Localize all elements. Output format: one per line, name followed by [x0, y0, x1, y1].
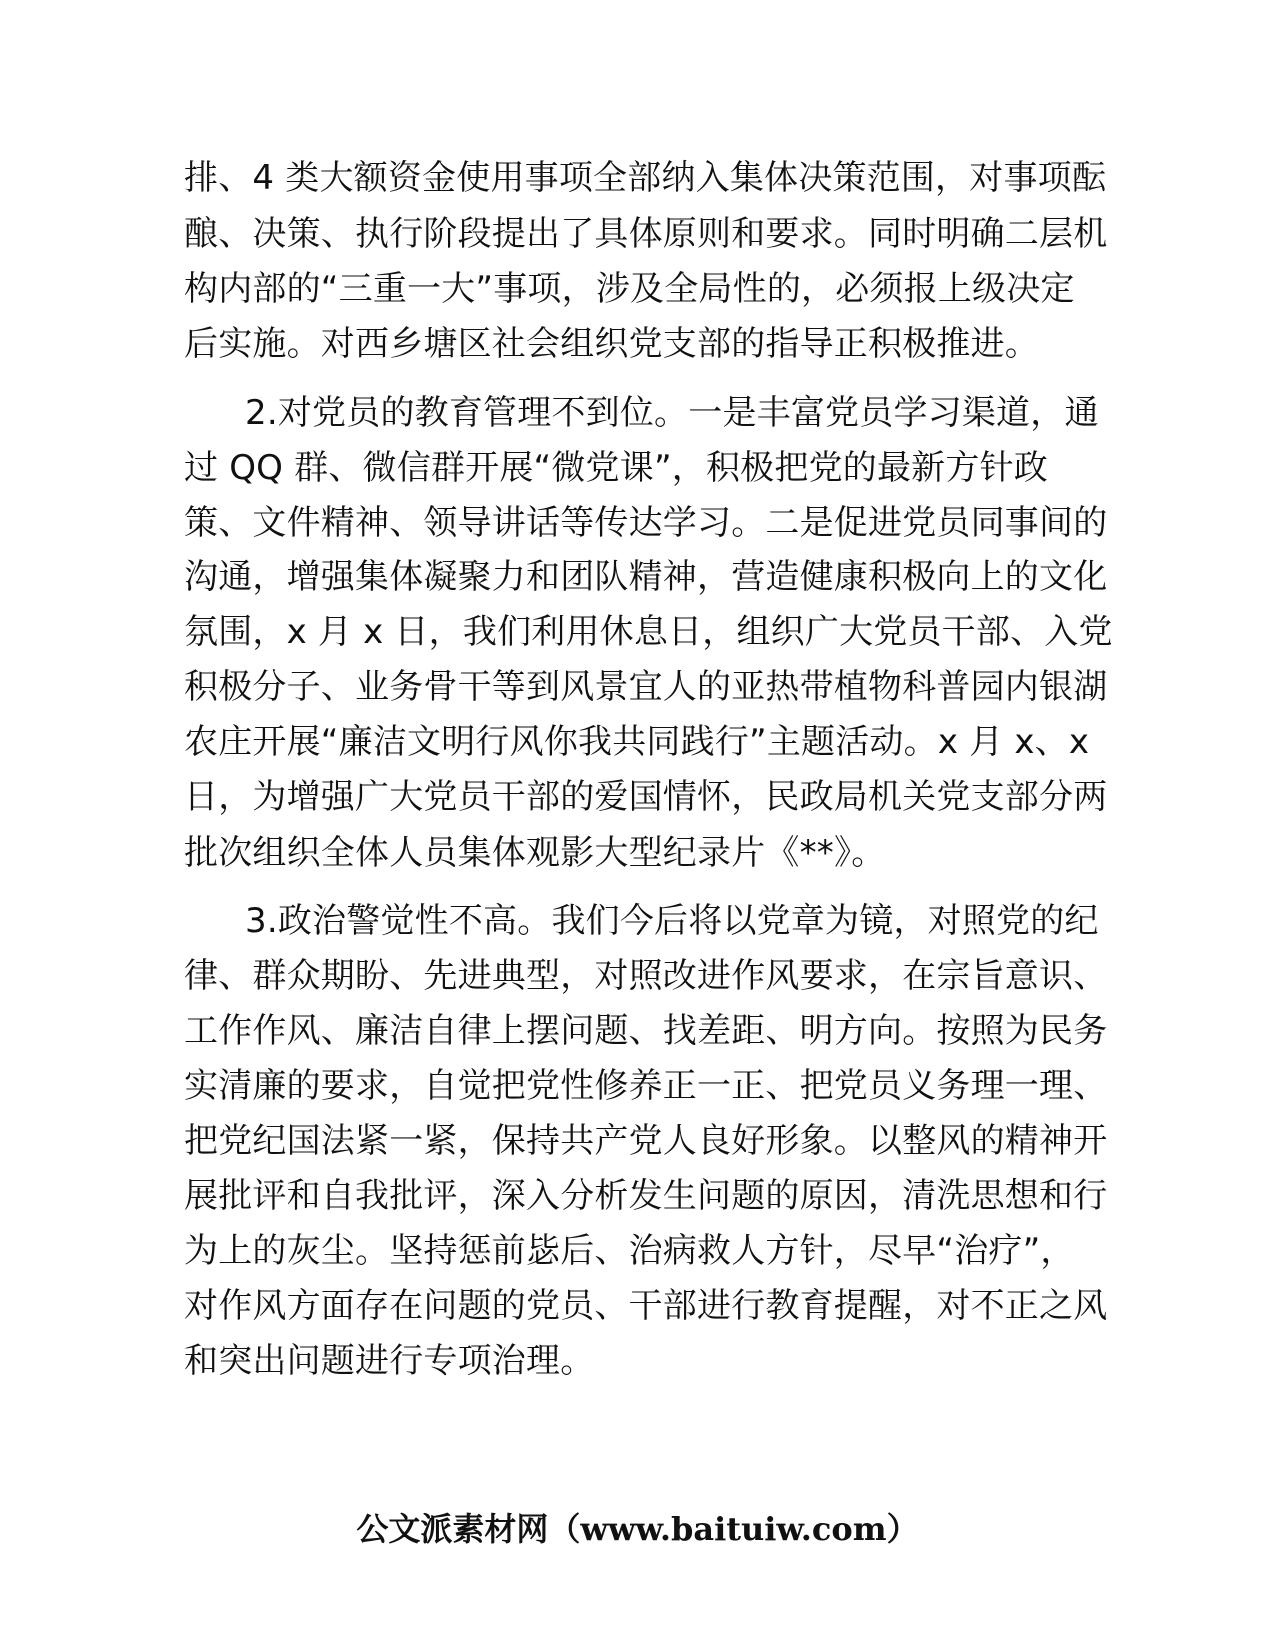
paragraph-3-line-1: 3.政治警觉性不高。我们今后将以党章为镜，对照党的纪 [245, 901, 1099, 941]
paragraph-3-line-6: 展批评和自我批评，深入分析发生问题的原因，清洗思想和行 [184, 1176, 1108, 1216]
paragraph-2-line-3: 策、文件精神、领导讲话等传达学习。二是促进党员同事间的 [184, 503, 1108, 543]
paragraph-1-line-3: 构内部的“三重一大”事项，涉及全局性的，必须报上级决定 [184, 269, 1075, 309]
paragraph-1-line-2: 酿、决策、执行阶段提出了具体原则和要求。同时明确二层机 [184, 214, 1108, 254]
paragraph-3-line-8: 对作风方面存在问题的党员、干部进行教育提醒，对不正之风 [184, 1286, 1108, 1326]
paragraph-3-line-4: 实清廉的要求，自觉把党性修养正一正、把党员义务理一理、 [184, 1066, 1108, 1106]
paragraph-1-line-4: 后实施。对西乡塘区社会组织党支部的指导正积极推进。 [184, 324, 1039, 364]
paragraph-2-line-9: 批次组织全体人员集体观影大型纪录片《**》。 [184, 833, 886, 873]
paragraph-2-line-4: 沟通，增强集体凝聚力和团队精神，营造健康积极向上的文化 [184, 557, 1108, 597]
paragraph-3-line-7: 为上的灰尘。坚持惩前毖后、治病救人方针，尽早“治疗”， [184, 1231, 1075, 1271]
paragraph-2-line-5: 氛围，x 月 x 日，我们利用休息日，组织广大党员干部、入党 [184, 612, 1113, 652]
footer-watermark-text: 公文派素材网（www.baituiw.com） [356, 1510, 919, 1548]
paragraph-2-line-1: 2.对党员的教育管理不到位。一是丰富党员学习渠道，通 [245, 393, 1099, 433]
paragraph-3-line-9: 和突出问题进行专项治理。 [184, 1341, 595, 1381]
paragraph-3-line-2: 律、群众期盼、先进典型，对照改进作风要求，在宗旨意识、 [184, 956, 1108, 996]
paragraph-1-line-1: 排、4 类大额资金使用事项全部纳入集体决策范围，对事项酝 [184, 158, 1107, 198]
paragraph-3-line-5: 把党纪国法紧一紧，保持共产党人良好形象。以整风的精神开 [184, 1121, 1108, 1161]
paragraph-3-line-3: 工作作风、廉洁自律上摆问题、找差距、明方向。按照为民务 [184, 1011, 1108, 1051]
paragraph-2-line-2: 过 QQ 群、微信群开展“微党课”，积极把党的最新方针政 [184, 448, 1048, 488]
paragraph-2-line-6: 积极分子、业务骨干等到风景宜人的亚热带植物科普园内银湖 [184, 667, 1108, 707]
paragraph-2-line-8: 日，为增强广大党员干部的爱国情怀，民政局机关党支部分两 [184, 777, 1108, 817]
paragraph-2-line-7: 农庄开展“廉洁文明行风你我共同践行”主题活动。x 月 x、x [184, 722, 1090, 762]
